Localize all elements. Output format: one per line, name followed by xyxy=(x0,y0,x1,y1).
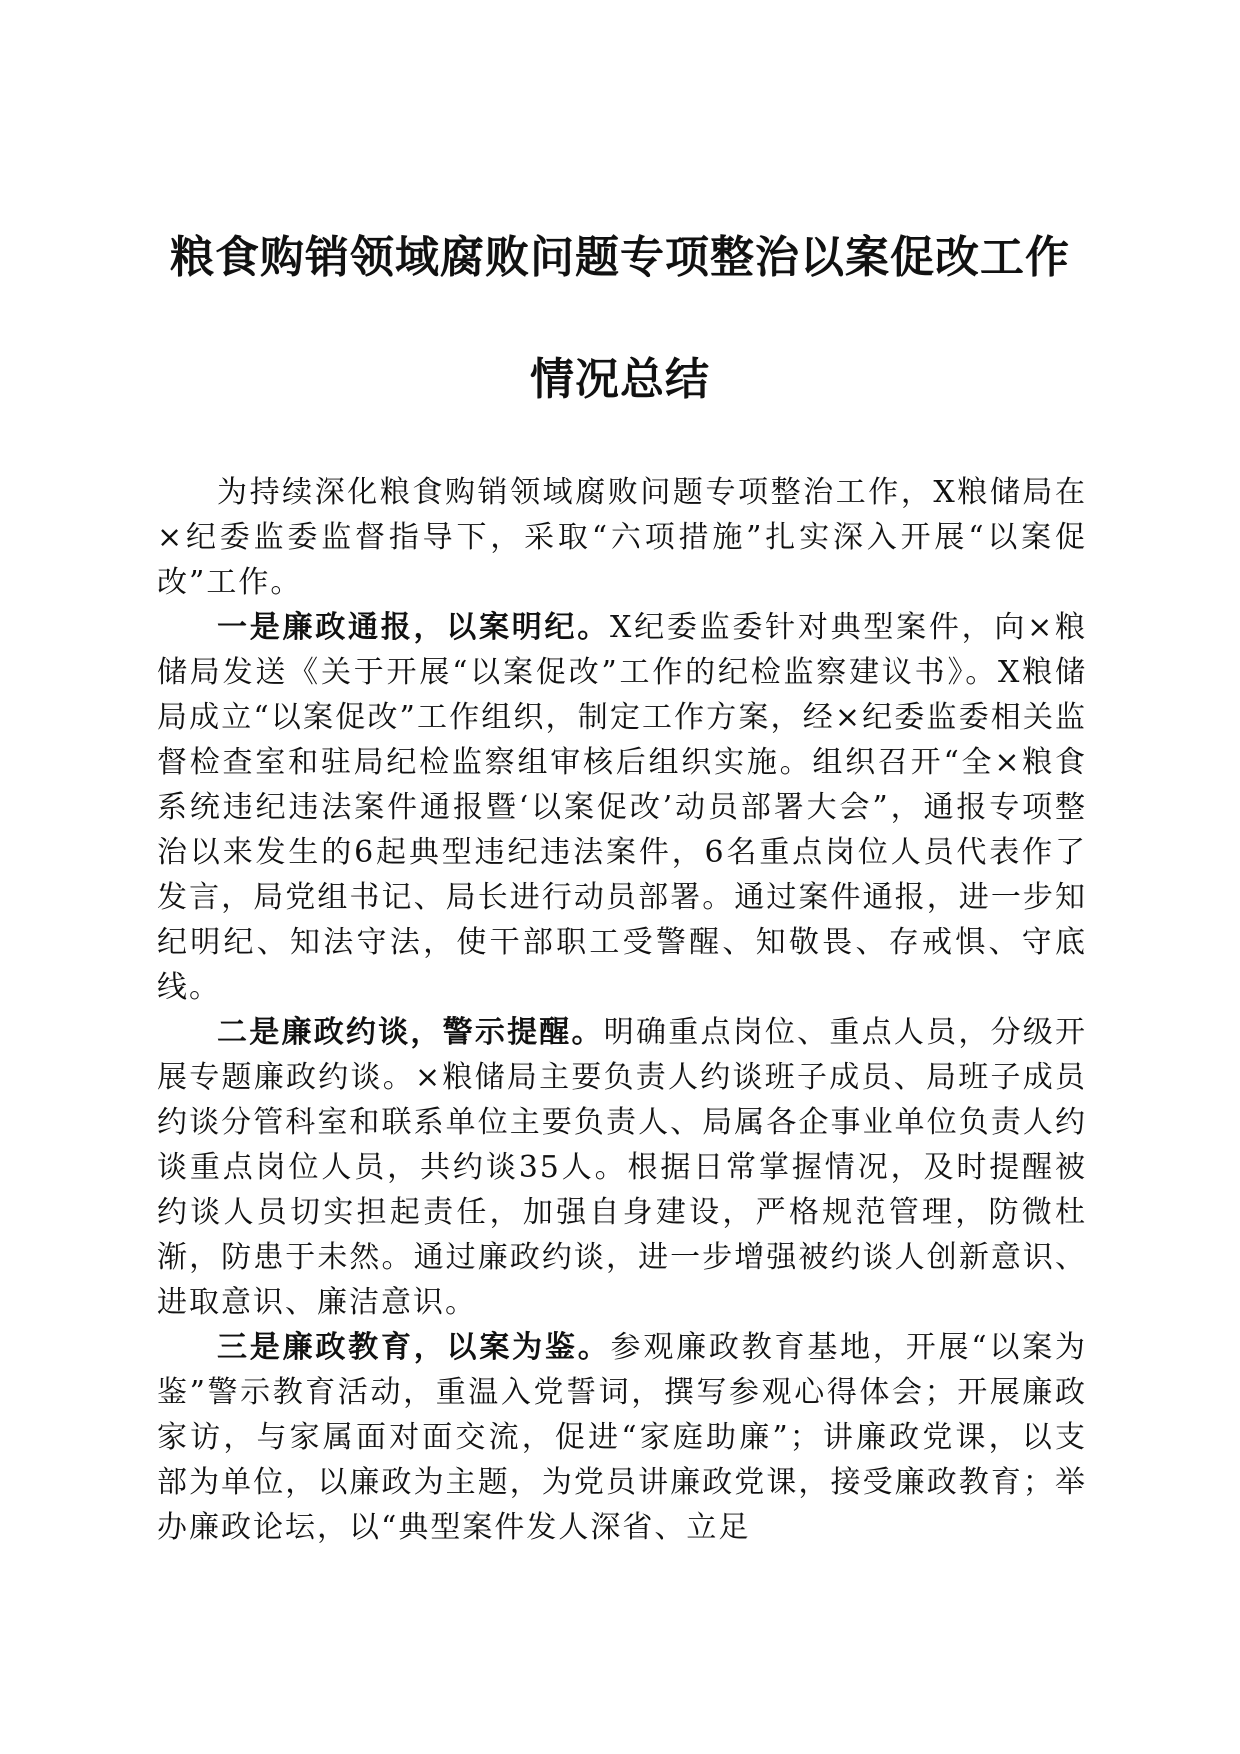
paragraph-lead: 二是廉政约谈，警示提醒。 xyxy=(217,1015,604,1050)
paragraph-text: 参观廉政教育基地，开展“以案为鉴”警示教育活动，重温入党誓词，撰写参观心得体会；开展廉政家访，与家属面对面交流，促进“家庭助廉”；讲廉政党课，以支部为单位，以廉政为主题，为党员讲廉政党课，接受廉政教育；举办廉政论坛，以“典型案件发人深省、立足 xyxy=(157,1330,1088,1545)
paragraph-3 xyxy=(157,1325,1087,1550)
document-body xyxy=(157,470,1087,1550)
paragraph-lead: 一是廉政通报，以案明纪。 xyxy=(217,610,610,645)
paragraph-2 xyxy=(157,1010,1087,1325)
document-title-line-1: 粮食购销领域腐败问题专项整治以案促改工作 xyxy=(170,232,1070,283)
document-title-line-2: 情况总结 xyxy=(530,354,710,405)
paragraph-1 xyxy=(157,605,1087,1010)
paragraph-text: 明确重点岗位、重点人员，分级开展专题廉政约谈。×粮储局主要负责人约谈班子成员、局班子成员约谈分管科室和联系单位主要负责人、局属各企事业单位负责人约谈重点岗位人员，共约谈35人。根据日常掌握情况，及时提醒被约谈人员切实担起责任，加强自身建设，严格规范管理，防微杜渐，防患于未然。通过廉政约谈，进一步增强被约谈人创新意识、进取意识、廉洁意识。 xyxy=(157,1015,1088,1320)
paragraph-lead: 三是廉政教育，以案为鉴。 xyxy=(217,1330,611,1365)
paragraph-text: X纪委监委针对典型案件，向×粮储局发送《关于开展“以案促改”工作的纪检监察建议书》。X粮储局成立“以案促改”工作组织，制定工作方案，经×纪委监委相关监督检查室和驻局纪检监察组审核后组织实施。组织召开“全×粮食系统违纪违法案件通报暨‘以案促改’动员部署大会”，通报专项整治以来发生的6起典型违纪违法案件，6名重点岗位人员代表作了发言，局党组书记、局长进行动员部署。通过案件通报，进一步知纪明纪、知法守法，使干部职工受警醒、知敬畏、存戒惧、守底线。 xyxy=(157,610,1087,1005)
paragraph-text: 为持续深化粮食购销领域腐败问题专项整治工作，X粮储局在×纪委监委监督指导下，采取“六项措施”扎实深入开展“以案促改”工作。 xyxy=(157,475,1087,600)
paragraph-intro xyxy=(157,470,1087,605)
